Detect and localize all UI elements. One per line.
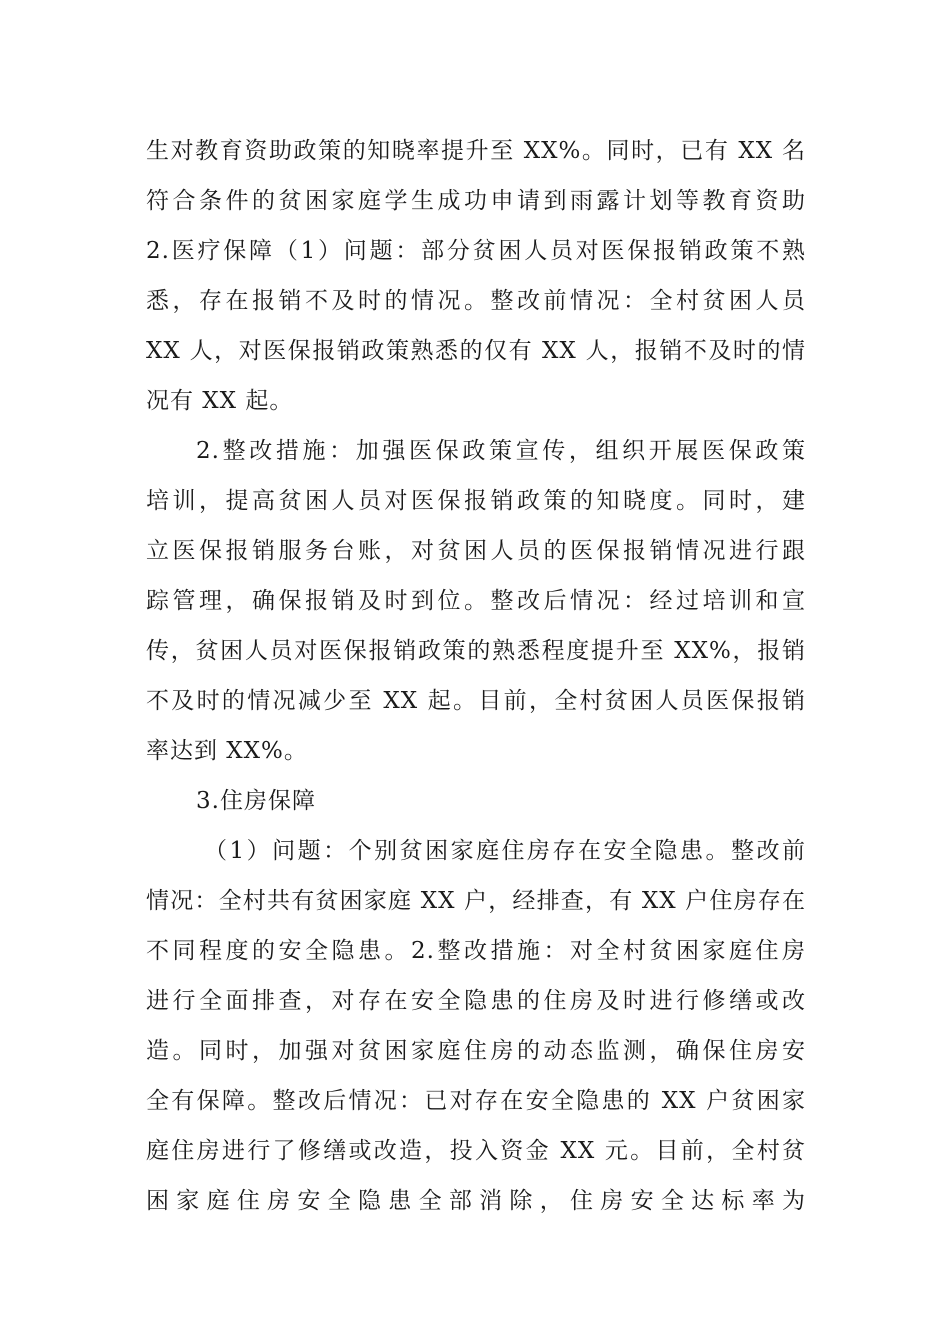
text-line: 全有保障。整改后情况：已对存在安全隐患的 XX 户贫困家 [146,1088,806,1114]
text-line: 2.整改措施：加强医保政策宣传，组织开展医保政策 [196,438,806,464]
text-line: （1）问题：个别贫困家庭住房存在安全隐患。整改前 [204,838,806,864]
text-line: 造。同时，加强对贫困家庭住房的动态监测，确保住房安 [146,1038,806,1064]
text-line: 培训，提高贫困人员对医保报销政策的知晓度。同时，建 [146,488,806,514]
text-line: 率达到 XX%。 [146,738,308,764]
text-line: 不及时的情况减少至 XX 起。目前，全村贫困人员医保报销 [146,688,806,714]
section-heading: 3.住房保障 [196,788,316,814]
text-line: 传，贫困人员对医保报销政策的熟悉程度提升至 XX%，报销 [146,638,806,664]
text-line: 情况：全村共有贫困家庭 XX 户，经排查，有 XX 户住房存在 [146,888,806,914]
text-line: 况有 XX 起。 [146,388,294,414]
text-line: XX 人，对医保报销政策熟悉的仅有 XX 人，报销不及时的情 [146,338,806,364]
text-line: 悉，存在报销不及时的情况。整改前情况：全村贫困人员 [146,288,806,314]
text-line: 2.医疗保障（1）问题：部分贫困人员对医保报销政策不熟 [146,238,806,264]
text-line: 庭住房进行了修缮或改造，投入资金 XX 元。目前，全村贫 [146,1138,806,1164]
text-line: 进行全面排查，对存在安全隐患的住房及时进行修缮或改 [146,988,806,1014]
text-line: 踪管理，确保报销及时到位。整改后情况：经过培训和宣 [146,588,806,614]
text-line: 符合条件的贫困家庭学生成功申请到雨露计划等教育资助 [146,188,806,214]
text-line: 立医保报销服务台账，对贫困人员的医保报销情况进行跟 [146,538,806,564]
text-line: 不同程度的安全隐患。2.整改措施：对全村贫困家庭住房 [146,938,806,964]
text-line: 困家庭住房安全隐患全部消除，住房安全达标率为 [146,1188,806,1214]
text-line: 生对教育资助政策的知晓率提升至 XX%。同时，已有 XX 名 [146,138,806,164]
